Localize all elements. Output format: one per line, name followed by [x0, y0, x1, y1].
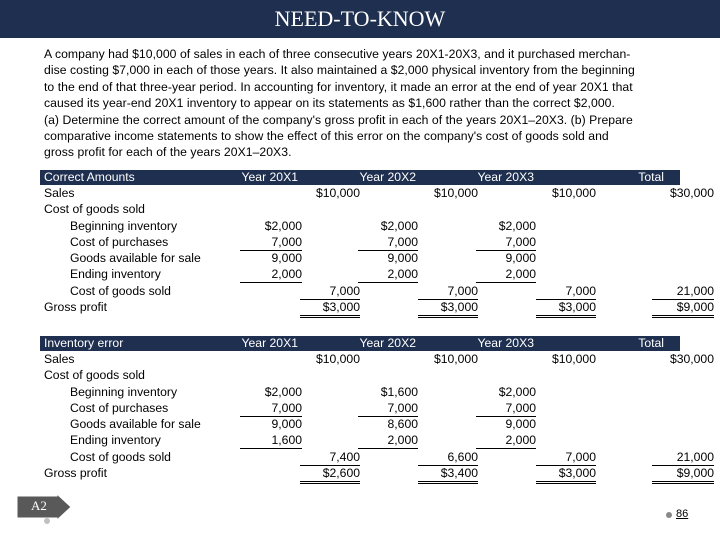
table-header-row [40, 336, 680, 351]
table-row [40, 384, 680, 400]
row-label: Cost of goods sold [70, 283, 171, 298]
table-cell: $3,400 [418, 465, 478, 484]
table-cell: 2,000 [358, 432, 418, 449]
column-header: Total [638, 170, 664, 184]
inventory-error-table [40, 336, 714, 481]
table-cell: $10,000 [551, 186, 596, 200]
row-label: Sales [44, 186, 75, 200]
table-cell: 7,000 [240, 400, 302, 417]
bullet-dot-icon [666, 512, 672, 518]
table-cell: 2,000 [240, 266, 302, 283]
table-cell: 9,000 [271, 417, 302, 432]
row-label: Goods available for sale [70, 417, 201, 432]
table-row [40, 234, 680, 250]
table-header-row [40, 170, 680, 185]
row-label: Gross profit [44, 466, 107, 481]
table-cell: $2,000 [498, 384, 536, 399]
row-label: Cost of goods sold [70, 449, 171, 464]
table-row [40, 218, 680, 234]
table-row [40, 185, 714, 201]
table-cell: 7,000 [358, 400, 418, 417]
table-cell: 7,000 [418, 283, 478, 300]
table-cell: 7,000 [536, 283, 596, 300]
table-cell: 1,600 [240, 432, 302, 449]
table-row [40, 465, 714, 481]
nav-button-label: A2 [31, 498, 47, 513]
table-cell: $3,000 [300, 299, 360, 318]
table-cell: 9,000 [505, 417, 536, 432]
problem-line: gross profit for each of the years 20X1–20X3. [44, 145, 292, 160]
table-cell: $3,000 [536, 299, 596, 318]
table-header-label: Inventory error [44, 336, 124, 350]
column-header: Year 20X1 [241, 336, 298, 350]
learning-objective-link-button[interactable] [17, 494, 73, 520]
column-header: Year 20X3 [477, 336, 534, 350]
table-cell: $2,000 [498, 218, 536, 233]
table-cell: $9,000 [652, 465, 714, 484]
table-cell: 21,000 [652, 283, 714, 300]
table-header-label: Correct Amounts [44, 170, 135, 184]
table-cell: $2,000 [264, 384, 302, 399]
table-cell: $2,000 [380, 218, 418, 233]
table-cell: $3,000 [536, 465, 596, 484]
slide-title: NEED-TO-KNOW [0, 0, 720, 38]
table-row [40, 432, 680, 448]
table-row [40, 250, 680, 266]
row-label: Gross profit [44, 300, 107, 315]
table-cell: $10,000 [433, 186, 478, 200]
table-row [40, 201, 680, 217]
table-cell: $10,000 [315, 352, 360, 366]
table-cell: 7,000 [476, 234, 536, 251]
table-cell: $10,000 [315, 186, 360, 200]
problem-line: to the end of that three-year period. In accounting for inventory, it made an error at the end of year 20X1 that [44, 79, 633, 94]
table-cell: $2,600 [300, 465, 360, 484]
problem-line: dise costing $7,000 in each of those years. It also maintained a $2,000 physical inventory from the beginning [44, 63, 635, 78]
table-row [40, 283, 714, 299]
table-row [40, 351, 714, 367]
table-row [40, 416, 680, 432]
table-row [40, 367, 680, 383]
table-cell: 2,000 [358, 266, 418, 283]
table-cell: 21,000 [652, 449, 714, 466]
table-cell: 9,000 [387, 251, 418, 266]
table-cell: 2,000 [476, 266, 536, 283]
column-header: Total [638, 336, 664, 350]
row-label: Ending inventory [70, 433, 161, 448]
table-cell: 7,000 [240, 234, 302, 251]
table-row [40, 299, 714, 315]
problem-line: comparative income statements to show the effect of this error on the company's cost of goods sold and [44, 129, 609, 144]
table-row [40, 266, 680, 282]
table-cell: $9,000 [652, 299, 714, 318]
row-label: Cost of goods sold [44, 368, 145, 383]
row-label: Beginning inventory [70, 384, 178, 399]
page-number: 86 [676, 508, 689, 520]
problem-line: (a) Determine the correct amount of the company's gross profit in each of the years 20X1–20X3. (b) Prepare [44, 112, 633, 127]
column-header: Year 20X2 [359, 170, 416, 184]
row-label: Cost of purchases [70, 234, 169, 249]
row-label: Beginning inventory [70, 218, 178, 233]
table-cell: $3,000 [418, 299, 478, 318]
correct-amounts-table [40, 170, 714, 315]
row-label: Cost of purchases [70, 400, 169, 415]
problem-line: A company had $10,000 of sales in each of three consecutive years 20X1-20X3, and it purchased merchan- [44, 47, 631, 61]
table-cell: $30,000 [669, 186, 714, 200]
row-label: Cost of goods sold [44, 202, 145, 217]
table-cell: 7,000 [536, 449, 596, 466]
table-cell: $10,000 [433, 352, 478, 366]
table-cell: $1,600 [380, 384, 418, 399]
table-row [40, 400, 680, 416]
row-label: Sales [44, 352, 75, 366]
bullet-dot-icon [44, 518, 50, 524]
problem-line: caused its year-end 20X1 inventory to appear on its statements as $1,600 rather than the correct $2,000. [44, 96, 615, 111]
table-cell: $30,000 [669, 352, 714, 366]
problem-text [44, 46, 674, 161]
row-label: Ending inventory [70, 267, 161, 282]
table-row [40, 449, 714, 465]
table-cell: 7,000 [476, 400, 536, 417]
table-cell: 8,600 [387, 417, 418, 432]
table-cell: 2,000 [476, 432, 536, 449]
table-cell: 7,000 [300, 283, 360, 300]
row-label: Goods available for sale [70, 251, 201, 266]
table-cell: 6,600 [418, 449, 478, 466]
table-cell: 7,000 [358, 234, 418, 251]
table-cell: 7,400 [300, 449, 360, 466]
column-header: Year 20X2 [359, 336, 416, 350]
table-cell: $10,000 [551, 352, 596, 366]
table-cell: 9,000 [505, 251, 536, 266]
column-header: Year 20X3 [477, 170, 534, 184]
column-header: Year 20X1 [241, 170, 298, 184]
table-cell: 9,000 [271, 251, 302, 266]
table-cell: $2,000 [264, 218, 302, 233]
